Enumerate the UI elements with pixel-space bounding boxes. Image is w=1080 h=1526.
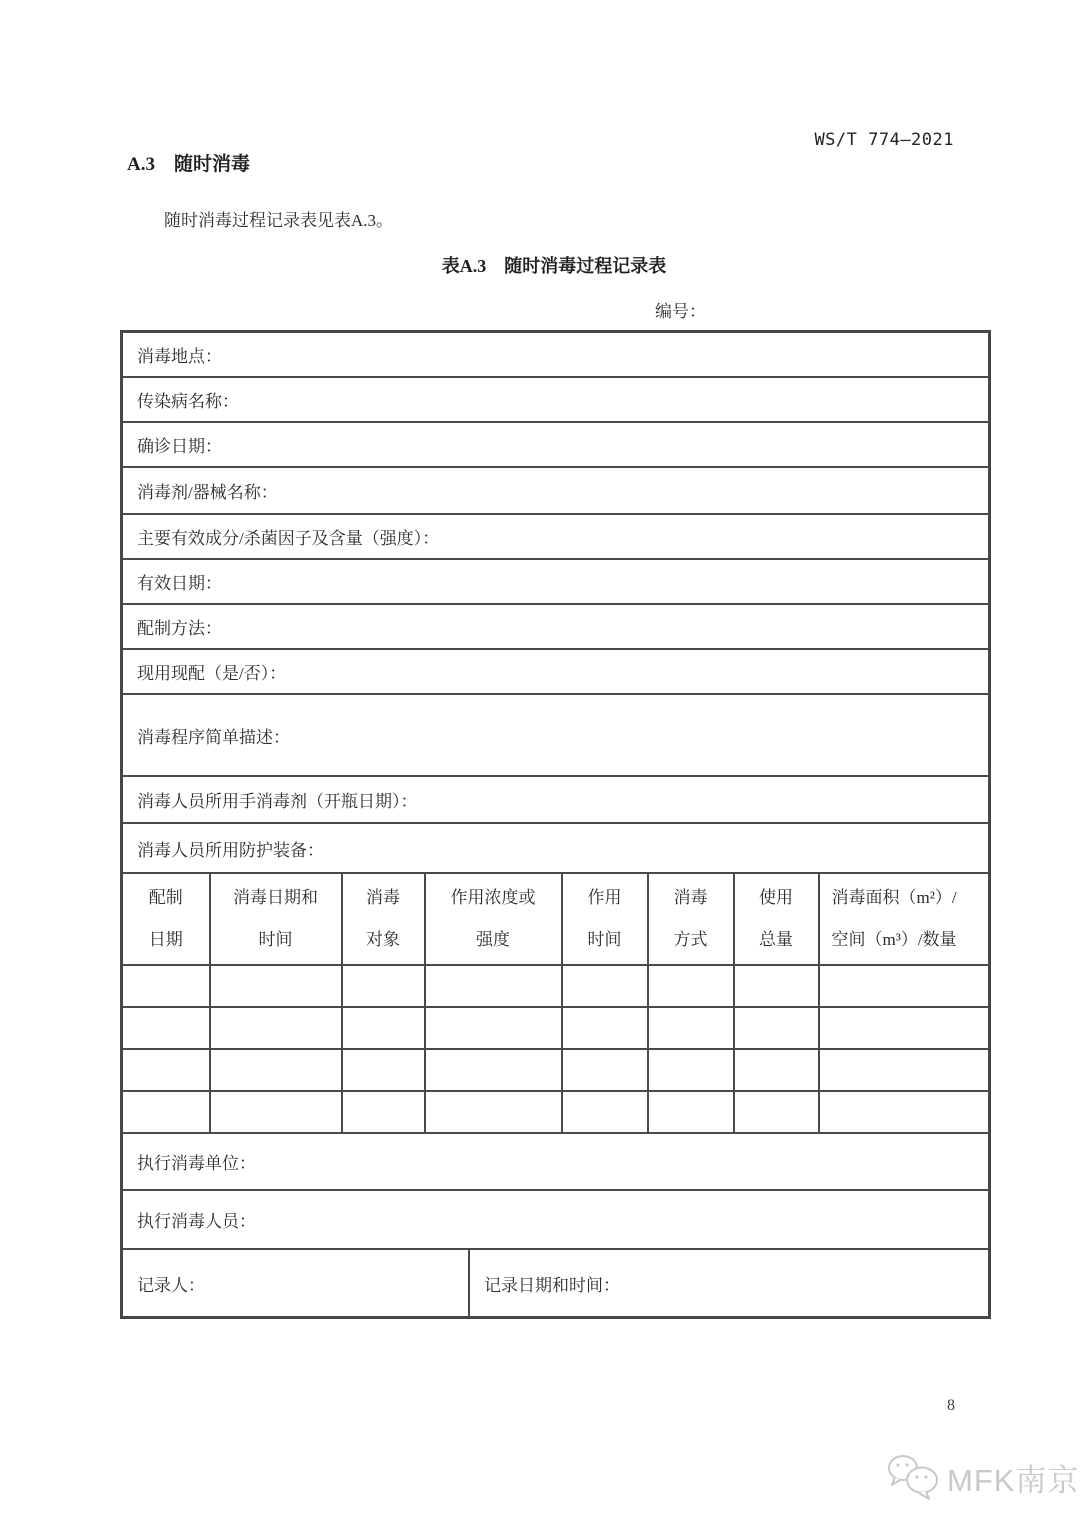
form-row xyxy=(122,649,990,694)
row-label-active-ingredient: 主要有效成分/杀菌因子及含量（强度）： xyxy=(122,514,990,559)
grid-empty-cell xyxy=(425,965,562,1007)
grid-empty-cell xyxy=(648,1049,734,1091)
grid-header-target: 消毒 对象 xyxy=(342,873,425,965)
form-row xyxy=(122,1133,990,1190)
row-label-location: 消毒地点： xyxy=(122,332,990,378)
grid-header-total-amount: 使用 总量 xyxy=(734,873,819,965)
row-label-procedure-description: 消毒程序简单描述： xyxy=(122,694,990,776)
section-heading: A.3 随时消毒 xyxy=(127,154,250,175)
grid-empty-cell xyxy=(562,1049,648,1091)
grid-header-prep-date: 配制 日期 xyxy=(122,873,210,965)
intro-paragraph: 随时消毒过程记录表见表A.3。 xyxy=(164,211,394,230)
form-row xyxy=(122,604,990,649)
grid-header-row xyxy=(122,873,990,965)
record-row xyxy=(122,1249,990,1318)
form-row xyxy=(122,332,990,378)
grid-empty-cell xyxy=(562,1007,648,1049)
grid-empty-cell xyxy=(819,1007,990,1049)
grid-header-area-volume: 消毒面积（m²）/ 空间（m³）/数量 xyxy=(819,873,990,965)
grid-empty-cell xyxy=(122,1007,210,1049)
grid-header-disinfect-datetime: 消毒日期和 时间 xyxy=(210,873,342,965)
row-label-hand-disinfectant: 消毒人员所用手消毒剂（开瓶日期）： xyxy=(122,776,990,823)
grid-empty-cell xyxy=(648,1007,734,1049)
row-label-executing-unit: 执行消毒单位： xyxy=(122,1133,990,1190)
grid-empty-row xyxy=(122,1049,990,1091)
grid-empty-cell xyxy=(734,1007,819,1049)
grid-empty-cell xyxy=(342,965,425,1007)
form-row xyxy=(122,694,990,776)
grid-empty-cell xyxy=(562,965,648,1007)
grid-empty-cell xyxy=(342,1091,425,1133)
grid-empty-cell xyxy=(819,1091,990,1133)
row-label-disinfectant-name: 消毒剂/器械名称： xyxy=(122,467,990,514)
form-row xyxy=(122,776,990,823)
wechat-icon xyxy=(886,1452,942,1502)
grid-empty-cell xyxy=(122,1049,210,1091)
grid-empty-cell xyxy=(648,965,734,1007)
grid-empty-cell xyxy=(122,965,210,1007)
grid-empty-cell xyxy=(819,1049,990,1091)
row-label-executing-personnel: 执行消毒人员： xyxy=(122,1190,990,1249)
form-row xyxy=(122,422,990,467)
grid-empty-cell xyxy=(210,1049,342,1091)
grid-empty-cell xyxy=(122,1091,210,1133)
grid-empty-cell xyxy=(734,1091,819,1133)
form-row xyxy=(122,377,990,422)
row-label-diagnosis-date: 确诊日期： xyxy=(122,422,990,467)
page-number: 8 xyxy=(947,1397,955,1414)
row-label-protective-equipment: 消毒人员所用防护装备： xyxy=(122,823,990,873)
number-label: 编号： xyxy=(655,302,706,321)
grid-empty-row xyxy=(122,1007,990,1049)
form-row xyxy=(122,1190,990,1249)
grid-empty-cell xyxy=(425,1091,562,1133)
grid-empty-row xyxy=(122,965,990,1007)
grid-header-method: 消毒 方式 xyxy=(648,873,734,965)
grid-empty-cell xyxy=(648,1091,734,1133)
grid-empty-cell xyxy=(210,965,342,1007)
record-table xyxy=(120,330,991,1319)
grid-header-concentration: 作用浓度或 强度 xyxy=(425,873,562,965)
grid-empty-row xyxy=(122,1091,990,1133)
form-row xyxy=(122,467,990,514)
grid-empty-cell xyxy=(342,1007,425,1049)
grid-empty-cell xyxy=(819,965,990,1007)
row-label-disease: 传染病名称： xyxy=(122,377,990,422)
form-row xyxy=(122,514,990,559)
grid-empty-cell xyxy=(210,1091,342,1133)
grid-empty-cell xyxy=(342,1049,425,1091)
row-label-preparation-method: 配制方法： xyxy=(122,604,990,649)
grid-empty-cell xyxy=(210,1007,342,1049)
record-datetime-label: 记录日期和时间： xyxy=(484,1275,620,1295)
grid-header-action-time: 作用 时间 xyxy=(562,873,648,965)
row-label-fresh-prepared: 现用现配（是/否）： xyxy=(122,649,990,694)
watermark xyxy=(886,1452,1079,1502)
grid-empty-cell xyxy=(562,1091,648,1133)
standard-number: WS/T 774—2021 xyxy=(814,130,954,150)
grid-empty-cell xyxy=(734,965,819,1007)
form-row xyxy=(122,559,990,604)
recorder-label: 记录人： xyxy=(123,1250,470,1316)
watermark-text: MFK南京 xyxy=(947,1462,1080,1498)
row-label-expiry-date: 有效日期： xyxy=(122,559,990,604)
grid-empty-cell xyxy=(425,1049,562,1091)
form-row xyxy=(122,823,990,873)
table-title: 表A.3 随时消毒过程记录表 xyxy=(441,256,667,276)
grid-empty-cell xyxy=(734,1049,819,1091)
grid-empty-cell xyxy=(425,1007,562,1049)
record-split xyxy=(123,1250,988,1316)
